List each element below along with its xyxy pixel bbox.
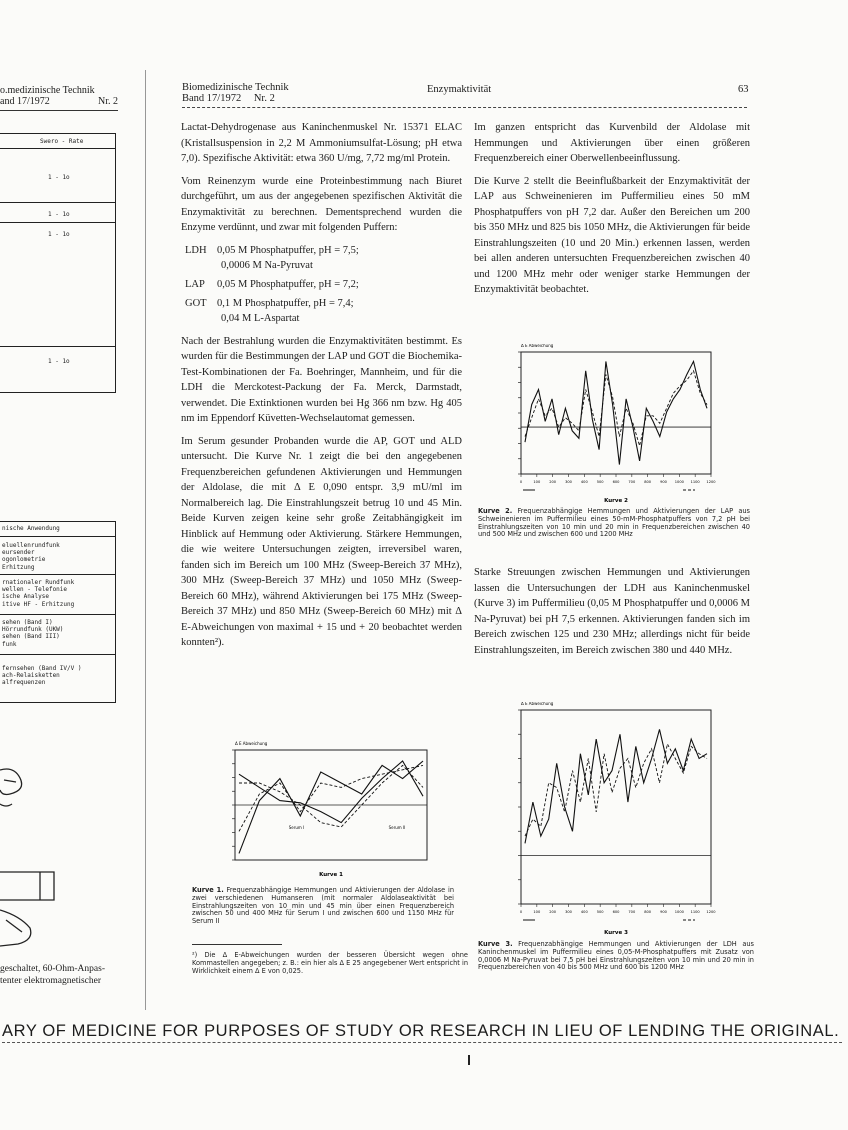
left-table-bottom-rule (0, 574, 115, 575)
x-tick-label: 400 (580, 480, 588, 484)
left-table-row-rule (0, 346, 115, 347)
left-table-group: eluellenrundfunk eursender ogonlometrie Erhitzung (2, 542, 60, 571)
x-tick-label: 300 (565, 910, 572, 914)
page-gutter-line (145, 70, 146, 1010)
paragraph: Starke Streuungen zwischen Hemmungen und Aktivierungen lassen die Untersuchungen der LDH aus Kaninchenmuskel (Kurve 3) im Puffermilieu (0,05 M Phosphatpuffer und 0,0006 M Na-Pyruvat) bei pH 7,5 erkennen. Aktivierungen fanden sich im Bereich zwischen 125 und 230 MHz; allerdings nicht für beide Einstrahlungszeiten, im Bereich zwischen 380 und 440 MHz. (474, 567, 750, 656)
left-page-header (0, 85, 118, 107)
x-tick-label: 1000 (674, 910, 684, 914)
x-tick-label: 200 (549, 910, 557, 914)
left-table-top-header: Swero - Rate (40, 138, 84, 145)
x-tick-label: 600 (612, 910, 620, 914)
buffer-list: LDH 0,05 M Phosphatpuffer, pH = 7,5; 0,0006 M Na-Pyruvat LAP 0,05 M Phosphatpuffer, pH = 7,2; GOT 0,1 M Phosphatpuffer, pH = 7,4; 0,04 M L-Aspartat (185, 243, 462, 326)
x-tick-label: 1100 (690, 910, 700, 914)
left-apparatus-drawing (0, 760, 120, 950)
series-line (525, 361, 707, 464)
left-table-bottom (0, 521, 116, 703)
journal-name: Biomedizinische Technik (182, 82, 289, 93)
x-tick-label: 900 (660, 480, 667, 484)
footer-underline (2, 1042, 842, 1043)
y-axis-label: Δ E Abweichung (521, 702, 554, 706)
x-tick-label: 800 (644, 480, 652, 484)
x-tick-label: 1000 (674, 480, 684, 484)
journal-header (182, 82, 322, 104)
paragraph: Nach der Bestrahlung wurden die Enzymaktivitäten bestimmt. Es wurden für die Bestimmungen der LAP und GOT die Biochemika-Test-Kombinationen der Fa. Boehringer, Mannheim, und für die LDH die Merckotest-Packung der Fa. Merck, Darmstadt, verwendet. Die Extinktionen wurden bei Hg 366 nm bzw. Hg 405 nm im Eppendorf Küvetten-Wechselautomat gemessen. (181, 335, 462, 424)
left-header-title: o.medizinische Technik (0, 85, 95, 96)
left-table-row-rule (0, 222, 115, 223)
series-line (239, 765, 423, 827)
left-table-bottom-header: nische Anwendung (2, 525, 60, 532)
x-tick-label: 0 (519, 910, 523, 914)
x-tick-label: 1200 (706, 480, 716, 484)
chart-kurve-2 (505, 344, 717, 506)
x-tick-label: 100 (533, 480, 541, 484)
column-2 (474, 120, 750, 305)
x-tick-label: 700 (628, 910, 636, 914)
paragraph: Vom Reinenzym wurde eine Proteinbestimmung nach Biuret durchgeführt, um aus der angegebenen spezifischen Aktivität die Enzymaktivität zu berechnen. Dementsprechend wurden die Enzyme verdünnt, und zwar mit folgenden Puffern: (181, 175, 462, 233)
footnote-rule (192, 944, 282, 945)
paragraph: Lactat-Dehydrogenase aus Kaninchenmuskel Nr. 15371 ELAC (Kristallsuspension in 2,2 M Ammoniumsulfat-Lösung; pH etwa 7,0). Spezifische Aktivität: etwa 360 U/mg, 7,72 mg/ml Protein. (181, 122, 462, 164)
footer-banner: ARY OF MEDICINE FOR PURPOSES OF STUDY OR RESEARCH IN LIEU OF LENDING THE ORIGINAL. (2, 1022, 840, 1040)
x-tick-label: 700 (628, 480, 636, 484)
chart1-caption: Kurve 1. Frequenzabhängige Hemmungen und Aktivierungen der Aldolase in zwei verschiedenen Humanseren (mit normaler Aldolaseaktivität bei Einstrahlungszeiten von 10 min und 45 min über einen Frequenzbereich zwischen 50 und 400 MHz für Serum I und zwischen 600 und 1150 MHz für Serum II (192, 886, 455, 926)
series-line (239, 765, 423, 831)
footnote: ²) Die Δ E-Abweichungen wurden der besseren Übersicht wegen ohne Kommastellen angegeben; z. B.: ein hier als Δ E 25 angegebener Wert entspricht in Wirklichkeit einem Δ E von 0,025. (192, 951, 468, 975)
chart-title: Kurve 3 (604, 930, 628, 936)
annotation: Serum II (388, 825, 406, 831)
x-tick-label: 400 (580, 910, 588, 914)
paragraph: Die Kurve 2 stellt die Beeinflußbarkeit der Enzymaktivität der LAP aus Schweinenieren im Puffermilieu eines 50 mM Phosphatpuffers von pH 7,2 dar. Außer den Bereichen um 200 bis 350 MHz und 825 bis 1050 MHz, die Aktivierungen für beide Einstrahlungszeiten (10 und 20 Min.) erkennen lassen, werden bei allen anderen untersuchten Frequenzbereichen zwischen 40 und 1200 MHz mehr oder weniger starke Hemmungen der Enzymaktivität beobachtet. (474, 175, 750, 295)
x-tick-label: 900 (660, 910, 667, 914)
chart3-caption: Kurve 3. Frequenzabhängige Hemmungen und Aktivierungen der LDH aus Kaninchenmuskel im Puffermilieu eines 0,05-M-Phosphatpuffers mit Zusatz von 0,0006 M Na-Pyruvat bei 7,5 pH bei Einstrahlungszeiten von 10 min und 20 min in Frequenzbereichen von 40 bis 500 MHz und 600 bis 1200 MHz (478, 940, 754, 972)
chart-kurve-1 (225, 740, 437, 880)
header-rule (182, 107, 747, 108)
left-table-cell: 1 - 1o (48, 174, 70, 181)
x-tick-label: 200 (549, 480, 557, 484)
left-table-top (0, 133, 116, 393)
journal-volume: Band 17/1972 (182, 93, 242, 104)
left-table-bottom-rule (0, 654, 115, 655)
left-table-top-rule (0, 148, 115, 149)
left-table-row-rule (0, 202, 115, 203)
journal-number: Nr. 2 (253, 93, 275, 104)
left-bottom-text: geschaltet, 60-Ohm-Anpas- tenter elektromagnetischer (0, 964, 105, 986)
page-number: 63 (738, 84, 749, 95)
x-tick-label: 100 (533, 910, 541, 914)
left-table-group: fernsehen (Band IV/V ) ach-Relaisketten alfrequenzen (2, 665, 82, 687)
series-line (525, 729, 707, 843)
plot-frame (521, 710, 711, 904)
paragraph: Im Serum gesunder Probanden wurde die AP, GOT und ALD untersucht. Die Kurve Nr. 1 zeigt die bei den angegebenen Frequenzbereichen gefundenen Aktivierungen und Hemmungen der Aldolase, die mit Δ E 0,090 entspr. 3,9 mU/ml im Normalbereich lag. Die Einstrahlungszeit betrug 10 und 45 Min. Beide Kurven zeigen keine sehr große Zeitabhängigkeit im Hinblick auf Hemmung oder Aktivierung. Stärkere Hemmungen, die wie weitere Untersuchungen zeigten, irreversibel waren, fanden sich im Bereich um 100 MHz (Sweep-Bereich 37 MHz), 300 MHz (Sweep-Bereich 37 MHz) und 1050 MHz (Sweep-Bereich 60 MHz), während Aktivierungen bei 175 MHz (Sweep-Bereich 37 MHz) und 850 MHz (Sweep-Bereich 60 MHz) mit Δ E-Abweichungen von maximal + 15 und + 20 beobachtet werden konnten²). (181, 435, 462, 648)
x-tick-label: 600 (612, 480, 620, 484)
left-table-group: sehen (Band I) Hörrundfunk (UKW) sehen (Band III) funk (2, 619, 64, 648)
left-table-cell: 1 - 1o (48, 358, 70, 365)
chart-kurve-3 (505, 702, 717, 938)
left-header-number: Nr. 2 (98, 96, 118, 107)
left-table-bottom-rule (0, 536, 115, 537)
series-line (239, 761, 423, 853)
series-line (525, 744, 707, 836)
x-tick-label: 500 (596, 480, 604, 484)
x-tick-label: 1100 (690, 480, 700, 484)
buffer-lap: LAP 0,05 M Phosphatpuffer, pH = 7,2; (185, 278, 359, 290)
chart2-caption: Kurve 2. Frequenzabhängige Hemmungen und Aktivierungen der LAP aus Schweinenieren im Puffermilieu eines 50-mM-Phosphatpuffers von 7,2 pH bei Einstrahlungszeiten von 10 min und 20 min in Frequenzbereichen zwischen 40 und 500 MHz und zwischen 600 und 1200 MHz (478, 507, 750, 539)
scan-mark (468, 1055, 470, 1065)
left-table-cell: 1 - 1o (48, 211, 70, 218)
chart-title: Kurve 1 (319, 872, 343, 878)
left-table-bottom-rule (0, 614, 115, 615)
y-axis-label: Δ E Abweichung (521, 344, 554, 348)
left-table-cell: 1 - 1o (48, 231, 70, 238)
left-header-rule (0, 110, 118, 111)
paragraph: Im ganzen entspricht das Kurvenbild der Aldolase mit Hemmungen und Aktivierungen über einen größeren Frequenzbereich einer Oberwellenbeeinflussung. (474, 122, 750, 164)
y-axis-label: Δ E Abweichung (235, 741, 268, 746)
plot-frame (521, 352, 711, 474)
running-title: Enzymaktivität (427, 84, 492, 95)
x-tick-label: 300 (565, 480, 572, 484)
left-header-volume: and 17/1972 (0, 96, 50, 107)
series-line (239, 761, 423, 823)
x-tick-label: 1200 (706, 910, 716, 914)
buffer-got: GOT 0,1 M Phosphatpuffer, pH = 7,4; (185, 297, 354, 309)
left-table-group: rnationaler Rundfunk wellen - Telefonie ische Analyse itive HF - Erhitzung (2, 579, 75, 608)
annotation: Serum I (288, 825, 305, 831)
column-2-lower (474, 565, 750, 665)
x-tick-label: 800 (644, 910, 652, 914)
column-1 (181, 120, 462, 658)
chart-title: Kurve 2 (604, 498, 628, 504)
x-tick-label: 0 (519, 480, 523, 484)
x-tick-label: 500 (596, 910, 604, 914)
buffer-ldh: LDH 0,05 M Phosphatpuffer, pH = 7,5; (185, 244, 359, 256)
